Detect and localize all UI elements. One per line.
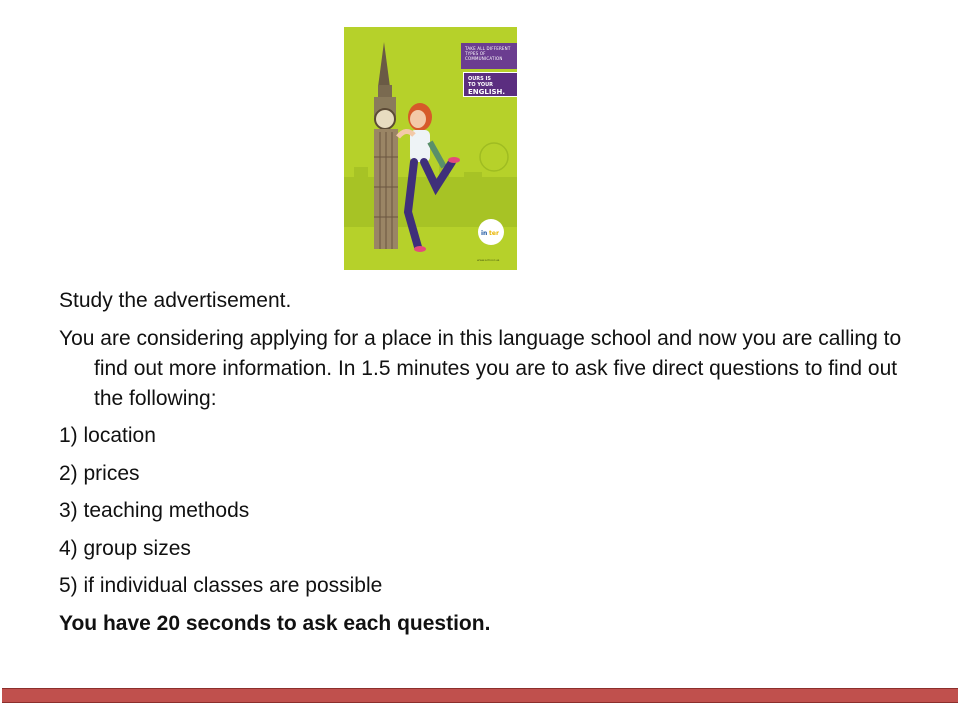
task-instruction: You are considering applying for a place in this language school and now you are calling to find out more information. In 1.5 minutes you are to ask five direct questions to find out the following: — [59, 327, 902, 410]
headline-line-3: ENGLISH. — [468, 88, 506, 96]
poster-tagline: TAKE ALL DIFFERENT TYPES OF COMMUNICATION — [461, 43, 517, 69]
list-item: 4) group sizes — [59, 536, 191, 560]
task-intro: Study the advertisement. — [59, 289, 292, 312]
advertisement-image — [344, 27, 517, 270]
list-item: 3) teaching methods — [59, 499, 250, 522]
task-text — [59, 286, 919, 639]
tower-drawing — [374, 42, 398, 249]
headline-line-2: TO YOUR — [468, 82, 494, 88]
school-logo — [478, 219, 504, 245]
svg-text:in: in — [481, 230, 488, 237]
svg-text:ter: ter — [489, 230, 499, 237]
poster-headline — [463, 72, 517, 97]
list-item: 2) prices — [59, 461, 140, 485]
task-footer: You have 20 seconds to ask each question. — [59, 611, 491, 635]
bottom-accent-bar — [2, 688, 958, 703]
list-item: 1) location — [59, 424, 156, 447]
headline-line-1: OURS IS — [468, 76, 491, 82]
list-item: 5) if individual classes are possible — [59, 574, 383, 597]
poster-url: www.school.ua — [477, 258, 500, 262]
